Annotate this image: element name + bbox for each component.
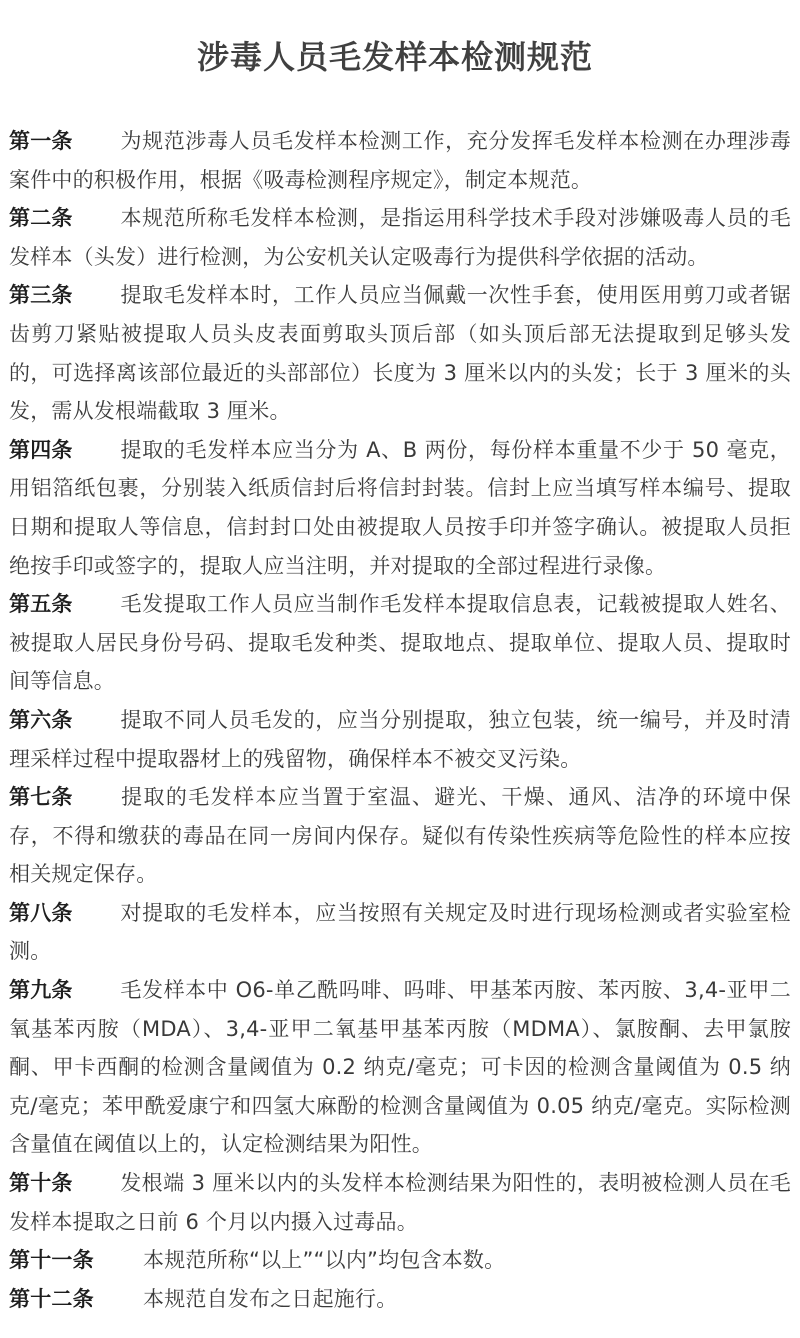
article-label: 第三条 [9,283,73,308]
article-text: 对提取的毛发样本，应当按照有关规定及时进行现场检测或者实验室检测。 [9,900,791,964]
article-label: 第一条 [9,129,73,153]
article-text: 提取的毛发样本应当分为 A、B 两份，每份样本重量不少于 50 毫克，用铝箔纸包裹，分别装入纸质信封后将信封封装。信封上应当填写样本编号、提取日期和提取人等信息，信封封口处由被提取人员按手印并签字确认。被提取人员拒绝按手印或签字的，提取人应当注明，并对提取的全部过程进行录像。 [9,437,791,578]
article-9 [9,971,791,1164]
article-10 [9,1164,791,1241]
article-text: 毛发样本中 O6-单乙酰吗啡、吗啡、甲基苯丙胺、苯丙胺、3,4-亚甲二氧基苯丙胺（MDA）、3,4-亚甲二氧基甲基苯丙胺（MDMA）、氯胺酮、去甲氯胺酮、甲卡西酮的检测含量阈值为 0.2 纳克/毫克；可卡因的检测含量阈值为 0.5 纳克/毫克；苯甲酰爱康宁和四氢大麻酚的检测含量阈值为 0.05 纳克/毫克。实际检测含量值在阈值以上的，认定检测结果为阳性。 [9,978,791,1157]
article-text: 发根端 3 厘米以内的头发样本检测结果为阳性的，表明被检测人员在毛发样本提取之日前 6 个月以内摄入过毒品。 [9,1171,791,1234]
article-label: 第四条 [9,437,73,462]
article-label: 第十二条 [9,1286,94,1311]
article-2 [9,199,791,276]
article-text: 本规范自发布之日起施行。 [143,1286,398,1311]
article-11 [9,1241,791,1280]
article-label: 第八条 [9,900,73,925]
article-text: 提取不同人员毛发的，应当分别提取，独立包装，统一编号，并及时清理采样过程中提取器材上的残留物，确保样本不被交叉污染。 [9,707,791,771]
article-text: 毛发提取工作人员应当制作毛发样本提取信息表，记载被提取人姓名、被提取人居民身份号码、提取毛发种类、提取地点、提取单位、提取人员、提取时间等信息。 [9,592,791,694]
article-label: 第二条 [9,206,73,231]
article-text: 提取的毛发样本应当置于室温、避光、干燥、通风、洁净的环境中保存，不得和缴获的毒品在同一房间内保存。疑似有传染性疾病等危险性的样本应按相关规定保存。 [9,785,791,887]
article-3 [9,276,791,430]
article-text: 本规范所称毛发样本检测，是指运用科学技术手段对涉嫌吸毒人员的毛发样本（头发）进行检测，为公安机关认定吸毒行为提供科学依据的活动。 [9,206,791,269]
article-6 [9,701,791,778]
article-5 [9,585,791,701]
article-7 [9,778,791,894]
document-title: 涉毒人员毛发样本检测规范 [196,38,593,76]
article-8 [9,894,791,971]
article-text: 为规范涉毒人员毛发样本检测工作，充分发挥毛发样本检测在办理涉毒案件中的积极作用，根据《吸毒检测程序规定》，制定本规范。 [9,129,791,192]
article-label: 第七条 [9,785,73,810]
article-label: 第五条 [9,592,73,617]
article-label: 第九条 [9,978,73,1003]
article-text: 本规范所称“以上”“以内”均包含本数。 [143,1248,506,1273]
article-label: 第十一条 [9,1248,94,1273]
article-4 [9,431,791,585]
article-text: 提取毛发样本时，工作人员应当佩戴一次性手套，使用医用剪刀或者锯齿剪刀紧贴被提取人员头皮表面剪取头顶后部（如头顶后部无法提取到足够头发的，可选择离该部位最近的头部部位）长度为 3 厘米以内的头发；长于 3 厘米的头发，需从发根端截取 3 厘米。 [9,283,791,424]
article-label: 第六条 [9,707,73,732]
article-12 [9,1280,791,1319]
article-1 [9,122,791,199]
article-label: 第十条 [9,1171,73,1196]
articles-list [9,122,791,1318]
